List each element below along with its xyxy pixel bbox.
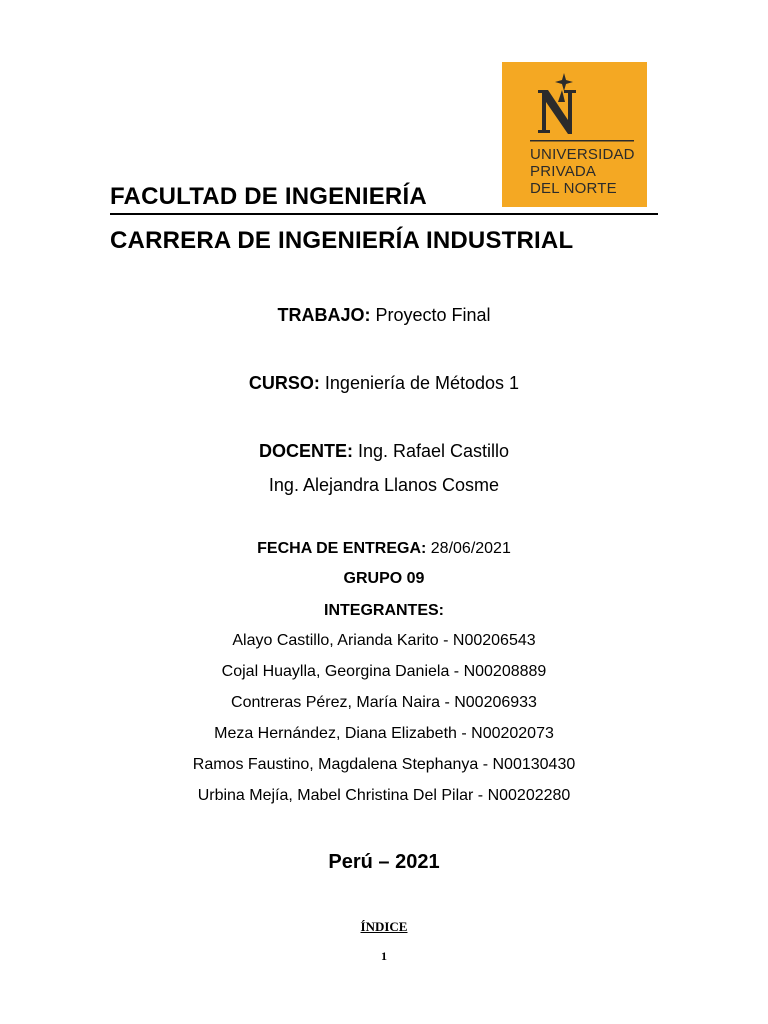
- fecha-label: FECHA DE ENTREGA:: [257, 540, 427, 557]
- docente-label: DOCENTE:: [258, 441, 353, 461]
- member-item: Contreras Pérez, María Naira - N00206933: [231, 694, 537, 711]
- logo-line: PRIVADA: [530, 163, 597, 180]
- trabajo-value: Proyecto Final: [370, 305, 491, 325]
- member-item: Cojal Huaylla, Georgina Daniela - N00208889: [221, 663, 547, 680]
- member-item: Alayo Castillo, Arianda Karito - N00206543: [232, 632, 536, 649]
- index-heading: ÍNDICE: [360, 919, 408, 934]
- logo-line: UNIVERSIDAD: [530, 146, 635, 163]
- trabajo-label: TRABAJO:: [277, 305, 371, 325]
- fecha-line: [0, 540, 768, 558]
- page-number: 1: [381, 949, 387, 963]
- trabajo-line: [0, 305, 768, 326]
- member-item: Meza Hernández, Diana Elizabeth - N00202073: [214, 725, 554, 742]
- member-item: Urbina Mejía, Mabel Christina Del Pilar - N00202280: [197, 787, 571, 804]
- curso-line: [0, 373, 768, 394]
- docente-line: [0, 441, 768, 462]
- fecha-value: 28/06/2021: [426, 540, 511, 557]
- faculty-title: FACULTAD DE INGENIERÍA: [110, 183, 427, 210]
- integrantes-label: INTEGRANTES:: [324, 602, 444, 619]
- logo-text: [530, 146, 645, 197]
- curso-value: Ingeniería de Métodos 1: [319, 373, 520, 393]
- curso-label: CURSO:: [248, 373, 320, 393]
- logo-line: DEL NORTE: [530, 180, 617, 197]
- university-logo: [502, 62, 647, 207]
- grupo-label: GRUPO 09: [343, 570, 425, 587]
- header-divider: [110, 213, 658, 215]
- docente-value: Ing. Rafael Castillo: [352, 441, 510, 461]
- member-item: Ramos Faustino, Magdalena Stephanya - N00130430: [192, 756, 576, 773]
- docente-value-2: Ing. Alejandra Llanos Cosme: [268, 475, 500, 495]
- place-year: Perú – 2021: [328, 851, 440, 873]
- career-title: CARRERA DE INGENIERÍA INDUSTRIAL: [110, 227, 574, 254]
